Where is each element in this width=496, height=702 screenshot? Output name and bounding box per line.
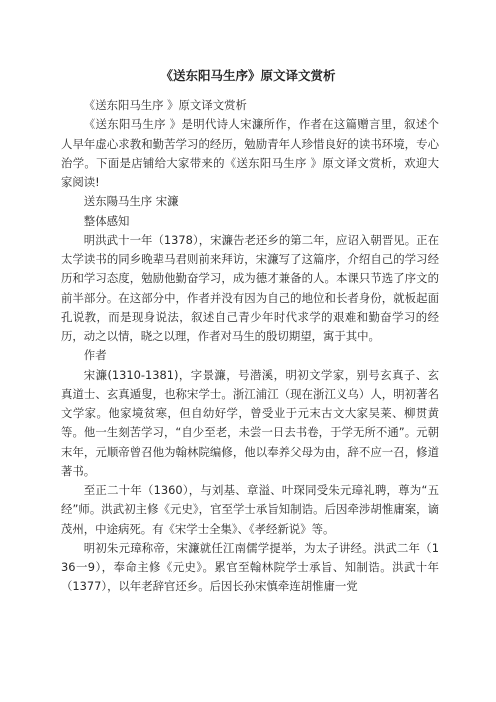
paragraph-repeated-title: 《送东阳马生序 》原文译文赏析 (83, 98, 247, 112)
document-title: 《送东阳马生序》原文译文赏析 (160, 68, 336, 83)
section-heading-overview: 整体感知 (83, 213, 130, 228)
section-heading-author: 作者 (83, 348, 107, 363)
paragraph-author-later-life: 明初朱元璋称帝，宋濂就任江南儒学提举，为太子讲经。洪武二年（136一9），奉命主修《元史》。累官至翰林院学士承旨、知制诰。洪武十年（1377），以年老辞官还乡。后因长孙宋慎牵连胡惟庸一党 (61, 540, 439, 594)
paragraph-work-title: 送东陽马生序 宋濂 (83, 194, 179, 209)
paragraph-overview: 明洪武十一年（1378），宋濂告老还乡的第二年，应诏入朝晋见。正在太学读书的同乡晚辈马君则前来拜访，宋濂写了这篇序，介绍自己的学习经历和学习态度，勉励他勤奋学习，成为德才兼备的人。本课只节选了序文的前半部分。在这部分中，作者并没有因为自己的地位和长者身份，就板起面孔说教，而是现身说法，叙述自己青少年时代求学的艰难和勤奋学习的经历，动之以情，晓之以理，作者对马生的殷切期望，寓于其中。 (61, 232, 439, 343)
paragraph-author-bio: 宋濂(1310-1381)，字景濂，号潜溪，明初文学家，别号玄真子、玄真道士、玄真遁叟，也称宋学士。浙江浦江（现在浙江义乌）人，明初著名文学家。他家境贫寒，但自幼好学，曾受业于元末古文大家吴莱、柳贯黄等。他一生刻苦学习，“自少至老，未尝一日去书卷，于学无所不通”。元朝末年，元顺帝曾召他为翰林院编修，他以奉养父母为由，辞不应一召，修道著书。 (61, 367, 439, 478)
paragraph-author-career: 至正二十年（1360），与刘基、章溢、叶琛同受朱元璋礼聘，尊为“五经”师。洪武初主修《元史》，官至学士承旨知制诰。后因牵涉胡惟庸案，谪茂州，中途病死。有《宋学士全集》、《孝经新说》等。 (61, 483, 439, 536)
document-body (61, 96, 439, 597)
paragraph-intro: 《送东阳马生序 》是明代诗人宋濂所作，作者在这篇赠言里，叙述个人早年虚心求教和勤苦学习的经历，勉励青年人珍惜良好的读书环境，专心治学。下面是店铺给大家带来的《送东阳马生序 》原文译文赏析，欢迎大家阅读! (61, 117, 439, 189)
